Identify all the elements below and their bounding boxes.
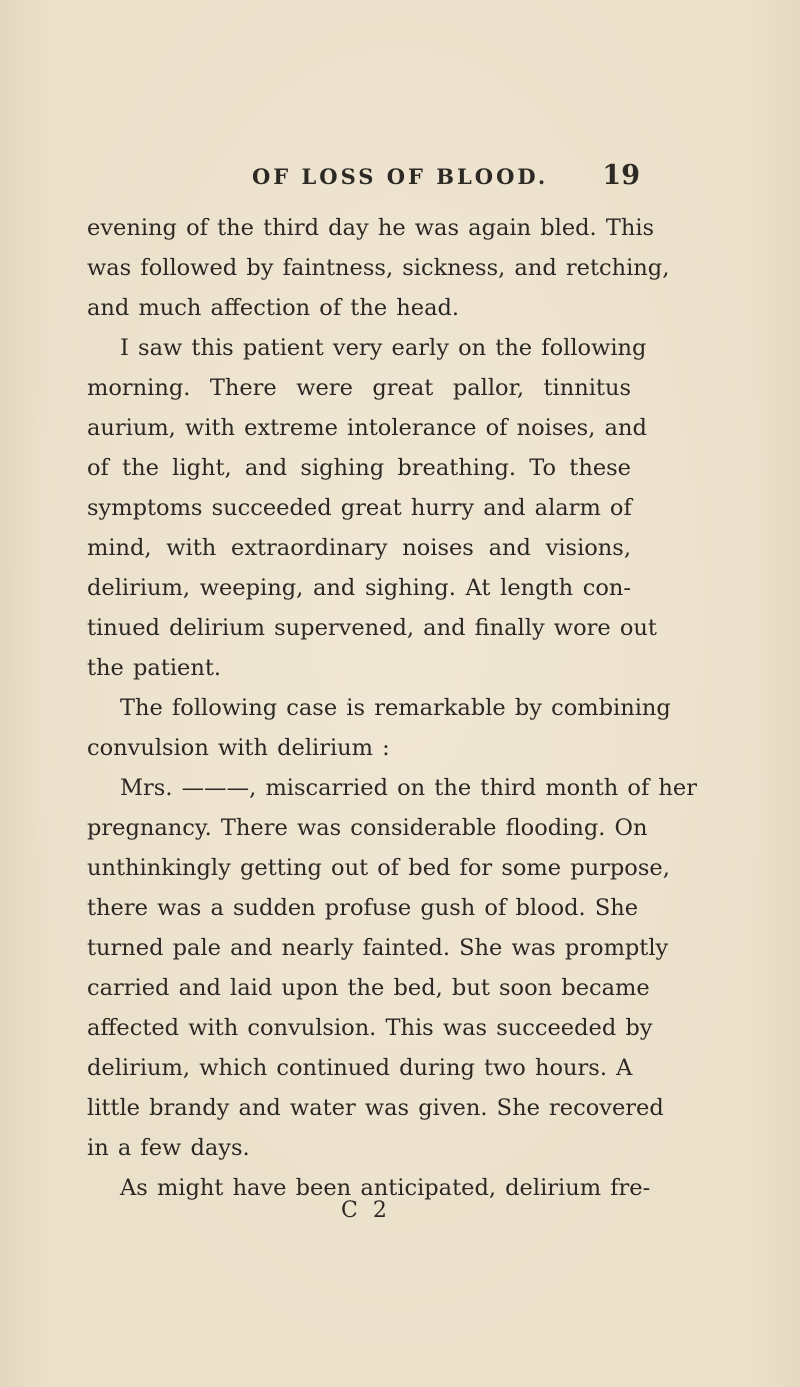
page-number: 19	[602, 160, 640, 191]
text-line: I saw this patient very early on the following	[120, 335, 647, 361]
text-line: convulsion with delirium :	[87, 735, 390, 761]
text-line: affected with convulsion. This was succeeded by	[87, 1015, 653, 1041]
running-title: OF LOSS OF BLOOD.	[252, 164, 549, 189]
text-line: of the light, and sighing breathing. To these	[87, 455, 631, 481]
text-line: turned pale and nearly fainted. She was promptly	[87, 935, 669, 961]
running-header	[200, 160, 640, 200]
text-line: The following case is remarkable by combining	[120, 695, 671, 721]
text-line: mind, with extraordinary noises and visions,	[87, 535, 631, 561]
text-line: aurium, with extreme intolerance of noises, and	[87, 415, 647, 441]
text-line: unthinkingly getting out of bed for some purpose,	[87, 855, 670, 881]
text-line: evening of the third day he was again bled. This	[87, 215, 655, 241]
text-line: Mrs. ———, miscarried on the third month of her	[120, 775, 697, 801]
text-line: was followed by faintness, sickness, and retching,	[87, 255, 670, 281]
text-line: in a few days.	[87, 1135, 250, 1161]
text-line: little brandy and water was given. She recovered	[87, 1095, 664, 1121]
text-line: morning. There were great pallor, tinnitus	[87, 375, 631, 401]
text-line: tinued delirium supervened, and finally wore out	[87, 615, 657, 641]
text-line: delirium, weeping, and sighing. At length con-	[87, 575, 631, 601]
text-line: there was a sudden profuse gush of blood. She	[87, 895, 639, 921]
text-line: As might have been anticipated, delirium fre-	[120, 1175, 651, 1201]
text-line: delirium, which continued during two hours. A	[87, 1055, 633, 1081]
text-line: symptoms succeeded great hurry and alarm of	[87, 495, 632, 521]
text-line: carried and laid upon the bed, but soon became	[87, 975, 650, 1001]
printer-signature-mark: C 2	[341, 1198, 391, 1223]
text-line: pregnancy. There was considerable flooding. On	[87, 815, 648, 841]
text-line: the patient.	[87, 655, 222, 681]
text-line: and much affection of the head.	[87, 295, 460, 321]
